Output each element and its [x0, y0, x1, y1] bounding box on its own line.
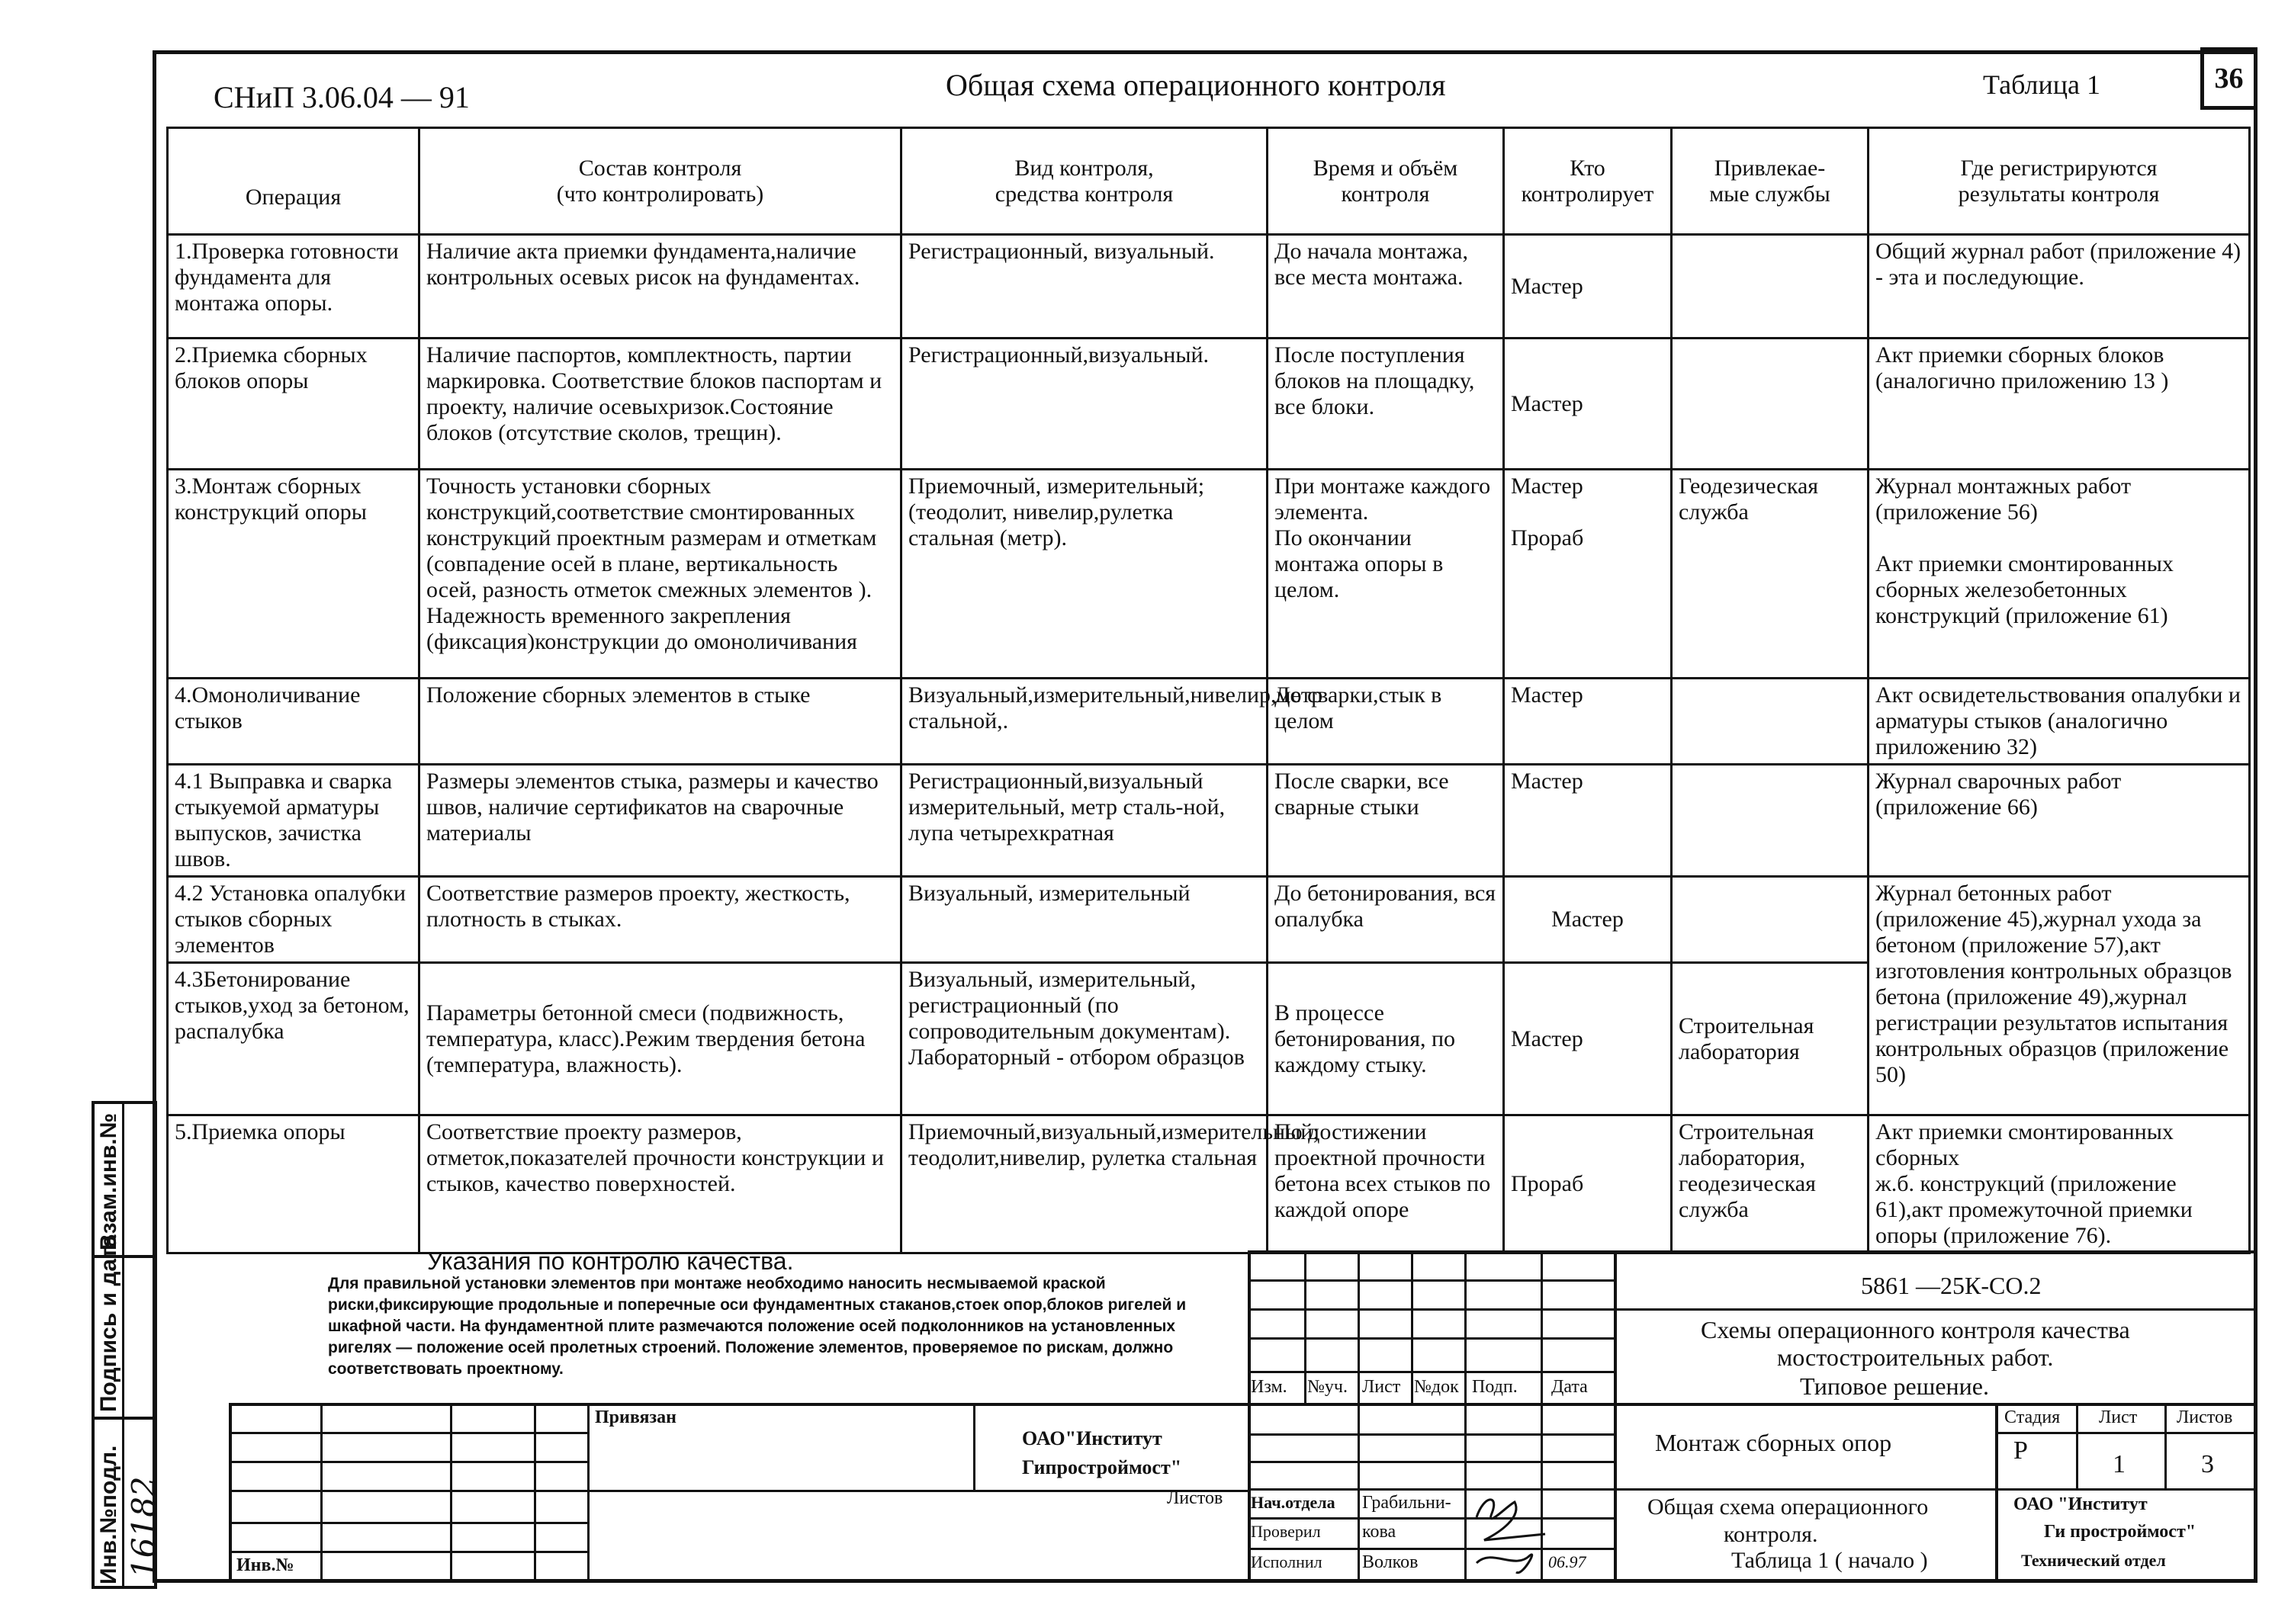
org-line3: Технический отдел: [2021, 1551, 2166, 1570]
cell-who: Мастер: [1504, 679, 1672, 765]
table-row: [168, 235, 2250, 339]
table-row: [168, 765, 2250, 877]
strip-divider: [122, 1101, 124, 1589]
cell-services: [1672, 679, 1869, 765]
cell-where: Общий журнал работ (приложение 4) - эта и последующие.: [1869, 235, 2250, 339]
grid-line: [320, 1403, 323, 1581]
quality-notes-body: Для правильной установки элементов при монтаже необходимо наносить несмываемой краской риски,фиксирующие продольные и поперечные оси фундаментных стаканов,стоек опор,блоков ригелей и шкафной части. На фундаментной плите размечаются положение осей подколонников на установленных ригелях — положение осей пролетных строений. Положение элементов, проверяемое по рискам, должно соответствовать проектному.: [328, 1275, 1187, 1378]
cell-time: До начала монтажа, все места монтажа.: [1268, 235, 1504, 339]
grid-line: [1248, 1461, 1617, 1463]
page-number: 36: [2200, 47, 2257, 110]
grid-line: [229, 1403, 232, 1581]
stamp-listov: Листов: [1167, 1488, 1223, 1508]
table-label: Таблица 1: [1983, 69, 2100, 100]
section-name: Монтаж сборных опор: [1655, 1429, 1892, 1456]
col-list: Лист: [1362, 1377, 1401, 1397]
column-header-text: Где регистрируются результаты контроля: [1958, 155, 2160, 207]
table-header-row: [168, 128, 2250, 235]
cell-what: Размеры элементов стыка, размеры и качество швов, наличие сертификатов на сварочные материалы: [419, 765, 901, 877]
sheet-title-line1: Общая схема операционного: [1647, 1494, 1929, 1520]
cell-time: В процессе бетонирования, по каждому стыку.: [1268, 963, 1504, 1115]
grid-line: [1614, 1250, 1617, 1583]
cell-who: Мастер: [1504, 235, 1672, 339]
date-executed: 06.97: [1548, 1552, 1586, 1571]
cell-time: До бетонирования, вся опалубка: [1268, 877, 1504, 963]
grid-line: [1248, 1517, 1617, 1520]
listov-label: Листов: [2177, 1407, 2233, 1427]
doc-title-line2: мостостроительных работ.: [1777, 1343, 2054, 1371]
cell-kind: Приемочный,визуальный,измерительный; теодолит,нивелир, рулетка стальная: [901, 1115, 1268, 1253]
grid-line: [1248, 1433, 1617, 1436]
col-izm: Изм.: [1251, 1377, 1287, 1397]
cell-time: До сварки,стык в целом: [1268, 679, 1504, 765]
sheet-title-line3: Таблица 1 ( начало ): [1731, 1548, 1928, 1573]
stamp-privyazan: Привязан: [595, 1407, 676, 1427]
cell-where: Акт приемки смонтированных сборных ж.б. конструкций (приложение 61),акт промежуточной приемки опоры (приложение 76).: [1869, 1115, 2250, 1253]
cell-services: Строительная лаборатория: [1672, 963, 1869, 1115]
grid-line: [1248, 1250, 2257, 1253]
org-line1: ОАО "Институт: [2013, 1494, 2148, 1514]
cell-operation: 4.2 Установка опалубки стыков сборных элементов: [168, 877, 419, 963]
grid-line: [1304, 1250, 1306, 1406]
cell-what: Точность установки сборных конструкций,соответствие смонтированных конструкций проектным размерам и отметкам (совпадение осей в плане, вертикальность осей, разность отметок смежных элементов ). Надежность временного закрепления (фиксация)конструкции до омоноличивания: [419, 470, 901, 679]
grid-line: [229, 1461, 589, 1463]
cell-what: Соответствие проекту размеров, отметок,показателей прочности конструкции и стыков, качество поверхностей.: [419, 1115, 901, 1253]
column-header-text: Кто контролирует: [1521, 155, 1654, 207]
cell-operation: 4.Омоноличивание стыков: [168, 679, 419, 765]
grid-line: [229, 1522, 589, 1524]
table-row: [168, 339, 2250, 470]
cell-services: [1672, 765, 1869, 877]
cell-kind: Регистрационный,визуальный.: [901, 339, 1268, 470]
grid-line: [1248, 1279, 1617, 1282]
cell-time: При монтаже каждого элемента. По окончании монтажа опоры в целом.: [1268, 470, 1504, 679]
cell-operation: 1.Проверка готовности фундамента для монтажа опоры.: [168, 235, 419, 339]
cell-services: Строительная лаборатория, геодезическая служба: [1672, 1115, 1869, 1253]
role-checked: Проверил: [1251, 1522, 1321, 1541]
column-header: [419, 128, 901, 235]
cell-where: Акт освидетельствования опалубки и арматуры стыков (аналогично приложению 32): [1869, 679, 2250, 765]
column-header: [1504, 128, 1672, 235]
table-row: [168, 877, 2250, 963]
grid-line: [1248, 1337, 1617, 1340]
grid-line: [1248, 1488, 2257, 1491]
column-header-text: Вид контроля, средства контроля: [995, 155, 1174, 207]
grid-line: [587, 1403, 590, 1581]
cell-operation: 5.Приемка опоры: [168, 1115, 419, 1253]
grid-line: [534, 1403, 536, 1581]
strip-label-original-inv: Инв.№подл.: [96, 1445, 121, 1584]
column-header: [901, 128, 1268, 235]
cell-time: По достижении проектной прочности бетона всех стыков по каждой опоре: [1268, 1115, 1504, 1253]
grid-line: [2164, 1403, 2167, 1488]
cell-services: [1672, 877, 1869, 963]
table-row: [168, 679, 2250, 765]
grid-line: [450, 1403, 452, 1581]
cell-what: Параметры бетонной смеси (подвижность, температура, класс).Режим твердения бетона (температура, влажность).: [419, 963, 901, 1115]
col-date: Дата: [1551, 1377, 1588, 1397]
cell-where: Журнал сварочных работ (приложение 66): [1869, 765, 2250, 877]
cell-what: Наличие паспортов, комплектность, партии маркировка. Соответствие блоков паспортам и проекту, наличие осевыхризок.Состояние блоков (отсутствие сколов, трещин).: [419, 339, 901, 470]
cell-time: После поступления блоков на площадку, все блоки.: [1268, 339, 1504, 470]
document-code: СНиП 3.06.04 — 91: [214, 80, 470, 114]
grid-line: [1248, 1308, 1617, 1311]
grid-line: [229, 1551, 589, 1553]
grid-line: [1358, 1250, 1360, 1583]
cell-services: [1672, 339, 1869, 470]
strip-divider: [92, 1417, 157, 1420]
cell-who: Мастер: [1504, 877, 1672, 963]
cell-what: Положение сборных элементов в стыке: [419, 679, 901, 765]
cell-where: Журнал бетонных работ (приложение 45),журнал ухода за бетоном (приложение 57),акт изготовления контрольных образцов бетона (приложение 49),журнал регистрации результатов испытания контрольных образцов (приложение 50): [1869, 877, 2250, 1115]
grid-line: [1411, 1250, 1413, 1406]
name-executed: Волков: [1362, 1552, 1419, 1572]
column-header-text: Привлекае- мые службы: [1709, 155, 1830, 207]
grid-line: [1248, 1371, 1617, 1373]
column-header-text: Время и объём контроля: [1313, 155, 1458, 207]
grid-line: [2076, 1403, 2078, 1488]
grid-line: [1248, 1403, 2257, 1406]
doc-code: 5861 —25К-СО.2: [1861, 1272, 2042, 1299]
cell-kind: Регистрационный, визуальный.: [901, 235, 1268, 339]
stadia-label: Стадия: [2004, 1407, 2061, 1427]
stamp-inv: Инв.№: [236, 1555, 294, 1575]
table-row: [168, 1115, 2250, 1253]
col-ndok: №док: [1414, 1377, 1459, 1397]
stamp-org-line2: Гипростроймост": [1022, 1456, 1182, 1478]
cell-where: Акт приемки сборных блоков (аналогично приложению 13 ): [1869, 339, 2250, 470]
cell-who: Мастер: [1504, 765, 1672, 877]
table-row: [168, 470, 2250, 679]
sheet-title-line2: контроля.: [1724, 1522, 1818, 1547]
cell-operation: 2.Приемка сборных блоков опоры: [168, 339, 419, 470]
cell-who: Мастер: [1504, 339, 1672, 470]
name-head: Грабильни-: [1362, 1493, 1451, 1513]
col-uch: №уч.: [1307, 1377, 1348, 1397]
role-head: Нач.отдела: [1251, 1493, 1335, 1512]
cell-time: После сварки, все сварные стыки: [1268, 765, 1504, 877]
grid-line: [229, 1403, 1251, 1406]
cell-who: Мастер: [1504, 963, 1672, 1115]
strip-handwritten-number: 16182: [125, 1476, 162, 1578]
cell-where: Журнал монтажных работ (приложение 56) Акт приемки смонтированных сборных железобетонных конструкций (приложение 61): [1869, 470, 2250, 679]
list-label: Лист: [2099, 1407, 2138, 1427]
cell-kind: Визуальный, измерительный: [901, 877, 1268, 963]
list-value: 1: [2113, 1450, 2126, 1478]
cell-services: [1672, 235, 1869, 339]
quality-notes-title: Указания по контролю качества.: [427, 1247, 794, 1275]
column-header: [1869, 128, 2250, 235]
cell-services: Геодезическая служба: [1672, 470, 1869, 679]
col-podp: Подп.: [1472, 1377, 1518, 1397]
strip-label-signature-date: Подпись и дата: [96, 1234, 121, 1412]
doc-title-line3: Типовое решение.: [1800, 1372, 1989, 1400]
cell-kind: Регистрационный,визуальный измерительный, метр сталь-ной, лупа четырехкратная: [901, 765, 1268, 877]
org-line2: Ги простроймост": [2044, 1522, 2196, 1542]
cell-operation: 3.Монтаж сборных конструкций опоры: [168, 470, 419, 679]
operational-control-table: [166, 127, 2251, 1254]
grid-line: [229, 1490, 1251, 1492]
column-header-text: Состав контроля (что контролировать): [556, 155, 764, 207]
cell-kind: Приемочный, измерительный; (теодолит, нивелир,рулетка стальная (метр).: [901, 470, 1268, 679]
cell-operation: 4.3Бетонирование стыков,уход за бетоном, распалубка: [168, 963, 419, 1115]
name-checked: кова: [1362, 1522, 1396, 1542]
signature-mark: [1469, 1487, 1560, 1578]
grid-line: [1248, 1548, 1617, 1550]
stamp-org-line1: ОАО"Институт: [1022, 1427, 1162, 1449]
grid-line: [973, 1403, 975, 1490]
page-title: Общая схема операционного контроля: [946, 68, 1446, 102]
grid-line: [1995, 1432, 2257, 1434]
doc-title-line1: Схемы операционного контроля качества: [1701, 1316, 2130, 1343]
stadia-value: Р: [2013, 1436, 2028, 1465]
cell-operation: 4.1 Выправка и сварка стыкуемой арматуры выпусков, зачистка швов.: [168, 765, 419, 877]
grid-line: [1614, 1308, 2257, 1311]
grid-line: [1464, 1250, 1467, 1583]
cell-who: Мастер Прораб: [1504, 470, 1672, 679]
column-header: [1672, 128, 1869, 235]
strip-label-replacement-inv: Взам.инв.№: [96, 1112, 121, 1250]
cell-kind: Визуальный,измерительный,нивелир,метр стальной,.: [901, 679, 1268, 765]
cell-what: Наличие акта приемки фундамента,наличие контрольных осевых рисок на фундаментах.: [419, 235, 901, 339]
cell-what: Соответствие размеров проекту, жесткость, плотность в стыках.: [419, 877, 901, 963]
role-executed: Исполнил: [1251, 1552, 1322, 1571]
grid-line: [229, 1432, 589, 1434]
column-header: Операция: [168, 128, 419, 235]
cell-who: Прораб: [1504, 1115, 1672, 1253]
grid-line: [1995, 1403, 1998, 1583]
listov-value: 3: [2201, 1450, 2214, 1478]
cell-kind: Визуальный, измерительный, регистрационный (по сопроводительным документам). Лабораторный - отбором образцов: [901, 963, 1268, 1115]
column-header: [1268, 128, 1504, 235]
